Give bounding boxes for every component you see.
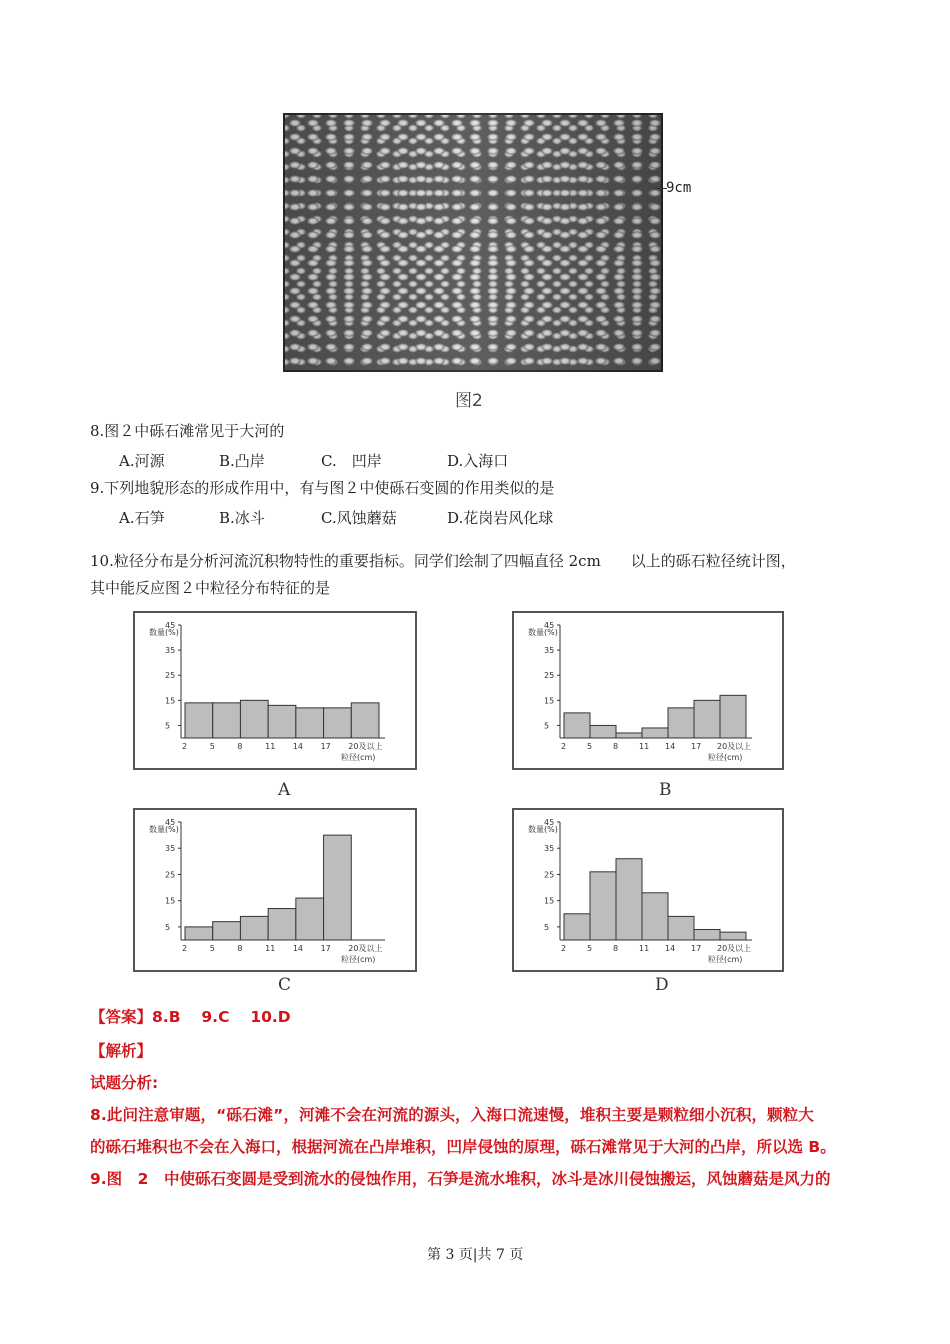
analysis-line-2: 的砾石堆积也不会在入海口，根据河流在凸岸堆积，凹岸侵蚀的原理，砾石滩常见于大河的凸岸，所以选 B。 bbox=[90, 1138, 836, 1156]
chart-c bbox=[133, 808, 417, 972]
question-8-stem: 8.图２中砾石滩常见于大河的 bbox=[90, 422, 285, 440]
x-tick-label: 2 bbox=[561, 742, 567, 751]
x-tick-label: 11 bbox=[265, 742, 276, 751]
x-tick-label: 17 bbox=[691, 944, 702, 953]
bar-11 bbox=[268, 909, 296, 940]
x-tick-label: 8 bbox=[237, 944, 243, 953]
bar-5 bbox=[213, 922, 241, 940]
chart-svg bbox=[135, 810, 415, 970]
y-tick-label: 5 bbox=[544, 922, 550, 932]
y-tick-label: 15 bbox=[165, 896, 176, 906]
y-tick-label: 45 bbox=[165, 818, 176, 827]
bar-2 bbox=[564, 713, 590, 738]
y-axis-label: 数量(%) bbox=[528, 825, 558, 834]
y-tick-label: 15 bbox=[165, 696, 176, 706]
y-tick-label: 45 bbox=[544, 818, 555, 827]
x-tick-label: 11 bbox=[639, 944, 650, 953]
y-tick-label: 25 bbox=[165, 870, 176, 880]
x-tick-label: 14 bbox=[292, 742, 304, 751]
q9-option-d: D.花岗岩风化球 bbox=[447, 509, 554, 527]
x-tick-label: 11 bbox=[265, 944, 276, 953]
y-tick-label: 35 bbox=[544, 844, 555, 854]
chart-a bbox=[133, 611, 417, 770]
q9-option-c: C.风蚀蘑菇 bbox=[321, 509, 397, 527]
question-10-line1: 10.粒径分布是分析河流沉积物特性的重要指标。同学们绘制了四幅直径 2cm 以上的砾石粒径统计图， bbox=[90, 552, 796, 570]
chart-svg bbox=[514, 613, 782, 768]
q8-option-a: A.河源 bbox=[119, 452, 165, 470]
bar-20及以上 bbox=[351, 703, 379, 738]
x-tick-label: 8 bbox=[237, 742, 243, 751]
y-tick-label: 45 bbox=[544, 621, 555, 630]
x-tick-label: 2 bbox=[561, 944, 567, 953]
bar-8 bbox=[240, 916, 268, 940]
y-tick-label: 5 bbox=[165, 721, 171, 731]
answer-text: 8.B 9.C 10.D bbox=[152, 1008, 291, 1026]
bar-11 bbox=[642, 893, 668, 940]
bar-8 bbox=[616, 859, 642, 940]
bar-20及以上 bbox=[720, 695, 746, 738]
bar-11 bbox=[268, 705, 296, 738]
photo-shading bbox=[283, 113, 663, 372]
x-tick-label: 2 bbox=[182, 742, 188, 751]
x-tick-label: 8 bbox=[613, 742, 619, 751]
bar-14 bbox=[668, 916, 694, 940]
y-axis-label: 数量(%) bbox=[149, 825, 179, 834]
bar-17 bbox=[324, 708, 352, 738]
x-tick-label: 20及以上 bbox=[717, 742, 752, 751]
chart-b bbox=[512, 611, 784, 770]
x-axis-label: 粒径(cm) bbox=[708, 753, 743, 762]
bar-17 bbox=[694, 700, 720, 738]
bar-2 bbox=[564, 914, 590, 940]
x-tick-label: 20及以上 bbox=[348, 742, 383, 751]
figure-caption: 图2 bbox=[455, 391, 483, 411]
chart-d bbox=[512, 808, 784, 972]
x-tick-label: 11 bbox=[639, 742, 650, 751]
bar-2 bbox=[185, 703, 213, 738]
x-tick-label: 5 bbox=[209, 944, 215, 953]
x-tick-label: 5 bbox=[587, 944, 593, 953]
bar-17 bbox=[324, 835, 352, 940]
x-tick-label: 14 bbox=[665, 742, 676, 751]
x-tick-label: 8 bbox=[613, 944, 619, 953]
bar-8 bbox=[240, 700, 268, 738]
bar-14 bbox=[296, 898, 324, 940]
analysis-label: 【解析】 bbox=[90, 1042, 153, 1060]
x-axis-label: 粒径(cm) bbox=[708, 955, 743, 964]
chart-d-letter: D bbox=[655, 975, 669, 995]
bar-5 bbox=[213, 703, 241, 738]
bar-8 bbox=[616, 733, 642, 738]
y-tick-label: 35 bbox=[165, 646, 176, 656]
bar-14 bbox=[296, 708, 324, 738]
x-tick-label: 5 bbox=[209, 742, 215, 751]
bar-17 bbox=[694, 930, 720, 940]
x-tick-label: 20及以上 bbox=[348, 944, 383, 953]
chart-a-letter: A bbox=[278, 780, 291, 800]
question-10-line2: 其中能反应图２中粒径分布特征的是 bbox=[90, 579, 331, 597]
chart-svg bbox=[135, 613, 415, 768]
answer-label: 【答案】 bbox=[90, 1008, 153, 1026]
y-tick-label: 35 bbox=[544, 646, 555, 656]
x-tick-label: 14 bbox=[665, 944, 676, 953]
x-axis-label: 粒径(cm) bbox=[341, 955, 376, 964]
y-tick-label: 25 bbox=[165, 671, 176, 681]
y-tick-label: 45 bbox=[165, 621, 176, 630]
y-tick-label: 15 bbox=[544, 896, 555, 906]
page-footer: 第 3 页|共 7 页 bbox=[427, 1247, 524, 1263]
chart-c-letter: C bbox=[278, 975, 292, 995]
bar-11 bbox=[642, 728, 668, 738]
chart-b-letter: B bbox=[659, 780, 672, 800]
answer-line bbox=[90, 1006, 291, 1028]
bar-20及以上 bbox=[720, 932, 746, 940]
q9-option-b: B.冰斗 bbox=[219, 509, 265, 527]
y-tick-label: 25 bbox=[544, 671, 555, 681]
analysis-intro: 试题分析: bbox=[90, 1074, 159, 1092]
analysis-line-1: 8.此问注意审题，“砾石滩”，河滩不会在河流的源头，入海口流速慢，堆积主要是颗粒细小沉积，颗粒大 bbox=[90, 1106, 814, 1124]
analysis-line-3: 9.图 2 中使砾石变圆是受到流水的侵蚀作用，石笋是流水堆积，冰斗是冰川侵蚀搬运，风蚀蘑菇是风力的 bbox=[90, 1170, 831, 1188]
x-tick-label: 20及以上 bbox=[717, 944, 752, 953]
scale-label: 9cm bbox=[666, 180, 692, 196]
y-axis-label: 数量(%) bbox=[528, 628, 558, 637]
x-tick-label: 5 bbox=[587, 742, 593, 751]
x-tick-label: 17 bbox=[691, 742, 702, 751]
y-tick-label: 5 bbox=[544, 721, 550, 731]
chart-svg bbox=[514, 810, 782, 970]
bar-2 bbox=[185, 927, 213, 940]
x-tick-label: 2 bbox=[182, 944, 188, 953]
q9-option-a: A.石笋 bbox=[119, 509, 165, 527]
x-tick-label: 17 bbox=[320, 944, 331, 953]
x-axis-label: 粒径(cm) bbox=[341, 753, 376, 762]
y-tick-label: 5 bbox=[165, 922, 171, 932]
bar-14 bbox=[668, 708, 694, 738]
q8-option-c: C. 凹岸 bbox=[321, 452, 382, 470]
q8-option-b: B.凸岸 bbox=[219, 452, 265, 470]
y-tick-label: 15 bbox=[544, 696, 555, 706]
y-axis-label: 数量(%) bbox=[149, 628, 179, 637]
q8-option-d: D.入海口 bbox=[447, 452, 509, 470]
bar-5 bbox=[590, 872, 616, 940]
x-tick-label: 17 bbox=[320, 742, 331, 751]
question-9-stem: 9.下列地貌形态的形成作用中，有与图２中使砾石变圆的作用类似的是 bbox=[90, 479, 555, 497]
y-tick-label: 35 bbox=[165, 844, 176, 854]
bar-5 bbox=[590, 725, 616, 738]
x-tick-label: 14 bbox=[292, 944, 304, 953]
y-tick-label: 25 bbox=[544, 870, 555, 880]
